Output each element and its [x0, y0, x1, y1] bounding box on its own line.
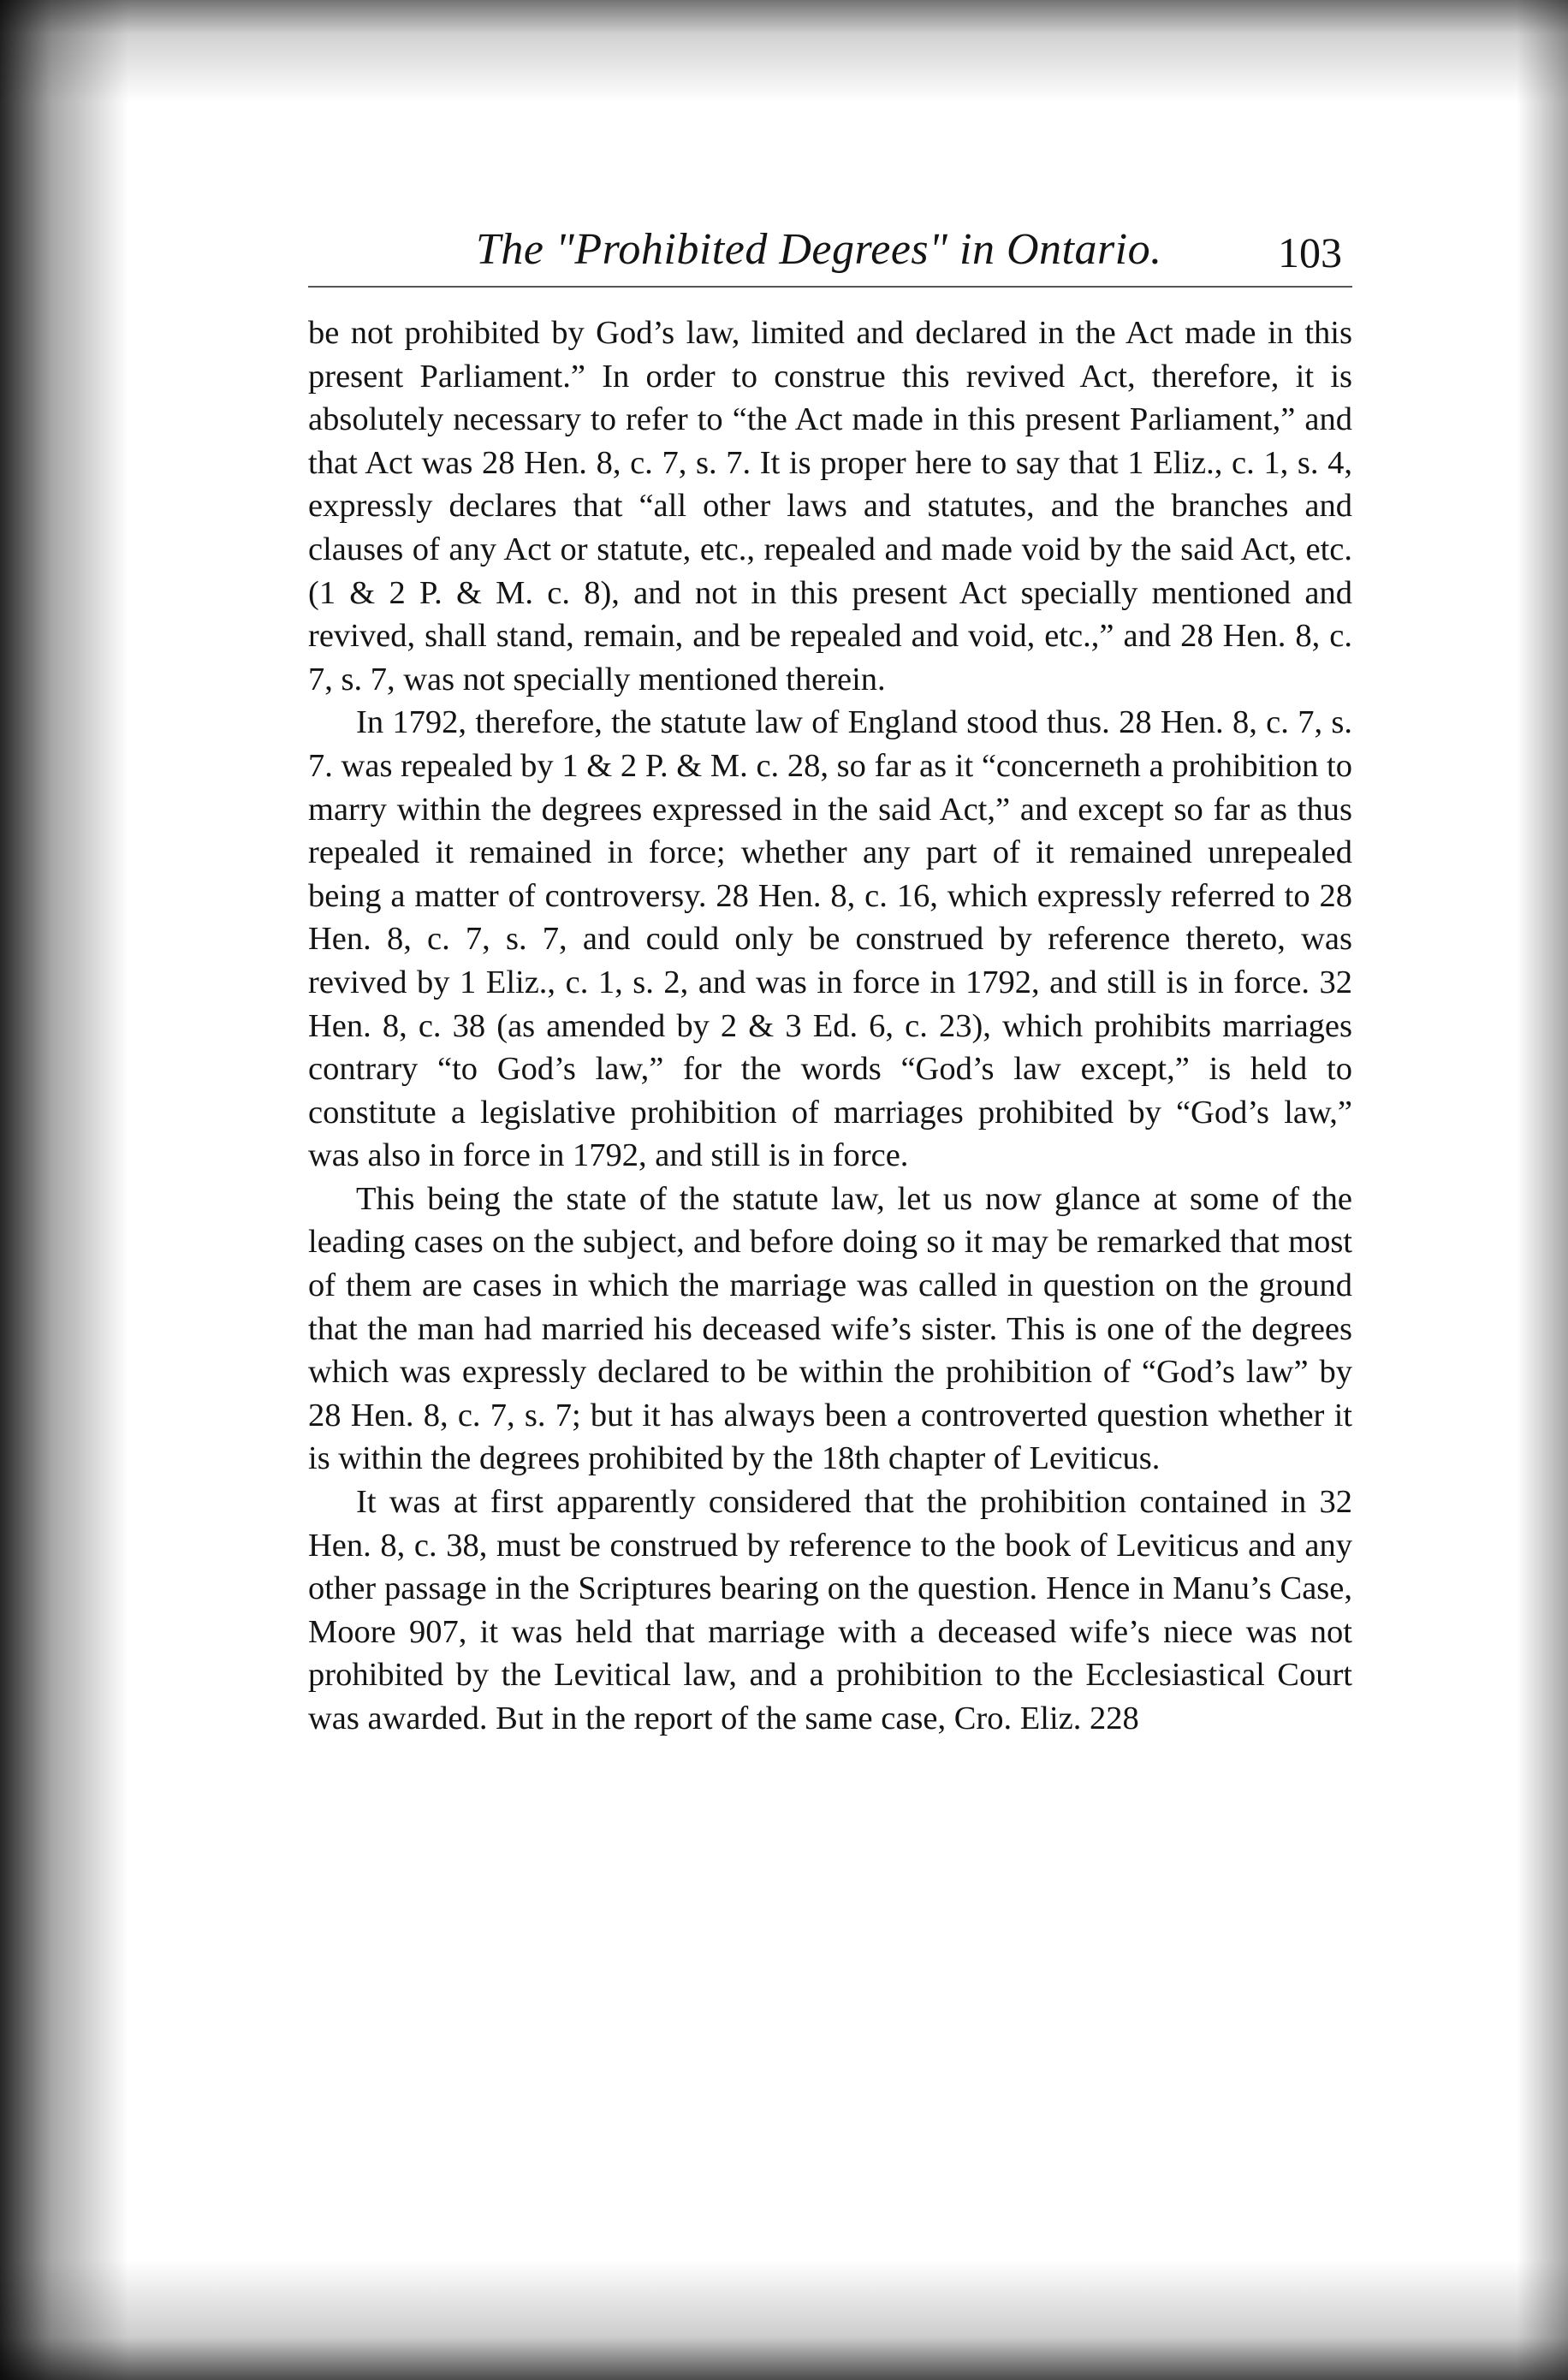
scan-shadow-bottom — [0, 2260, 1568, 2380]
paragraph-1: be not prohibited by God’s law, limited and declared in the Act made in this present Parliament.” In order to construe this revived Act, therefore, it is absolutely necessary to refer to “the Act made in this present Parliament,” and that Act was 28 Hen. 8, c. 7, s. 7. It is proper here to say that 1 Eliz., c. 1, s. 4, expressly declares that “all other laws and statutes, and the branches and clauses of any Act or statute, etc., repealed and made void by the said Act, etc. (1 & 2 P. & M. c. 8), and not in this present Act specially mentioned and revived, shall stand, remain, and be repealed and void, etc.,” and 28 Hen. 8, c. 7, s. 7, was not specially mentioned therein. — [308, 315, 1352, 697]
running-title: The "Prohibited Degrees" in Ontario. — [476, 225, 1162, 274]
scan-shadow-right — [1517, 0, 1568, 2380]
paragraph-2: In 1792, therefore, the statute law of England stood thus. 28 Hen. 8, c. 7, s. 7. was repealed by 1 & 2 P. & M. c. 28, so far as it “concerneth a prohibition to marry within the degrees expressed in the said Act,” and except so far as thus repealed it remained in force; whether any part of it remained unrepealed being a matter of controversy. 28 Hen. 8, c. 16, which expressly referred to 28 Hen. 8, c. 7, s. 7, and could only be construed by reference thereto, was revived by 1 Eliz., c. 1, s. 2, and was in force in 1792, and still is in force. 32 Hen. 8, c. 38 (as amended by 2 & 3 Ed. 6, c. 23), which prohibits marriages contrary “to God’s law,” for the words “God’s law except,” is held to constitute a legislative prohibition of marriages prohibited by “God’s law,” was also in force in 1792, and still is in force. — [308, 704, 1352, 1174]
header-rule — [308, 286, 1352, 288]
body-text — [308, 312, 1352, 1741]
scan-shadow-top — [0, 0, 1568, 103]
paragraph-3: This being the state of the statute law, let us now glance at some of the leading cases on the subject, and before doing so it may be remarked that most of them are cases in which the marriage was called in question on the ground that the man had married his deceased wife’s sister. This is one of the degrees which was expressly declared to be within the prohibition of “God’s law” by 28 Hen. 8, c. 7, s. 7; but it has always been a controverted question whether it is within the degrees prohibited by the 18th chapter of Leviticus. — [308, 1180, 1352, 1477]
scan-shadow-left — [0, 0, 128, 2380]
page-number: 103 — [1278, 229, 1342, 276]
book-page — [308, 224, 1352, 1741]
running-head — [308, 224, 1352, 286]
paragraph-4: It was at first apparently considered that the prohibition contained in 32 Hen. 8, c. 38, must be construed by reference to the book of Leviticus and any other passage in the Scriptures bearing on the question. Hence in Manu’s Case, Moore 907, it was held that marriage with a deceased wife’s niece was not prohibited by the Levitical law, and a prohibition to the Ecclesiastical Court was awarded. But in the report of the same case, Cro. Eliz. 228 — [308, 1484, 1352, 1736]
